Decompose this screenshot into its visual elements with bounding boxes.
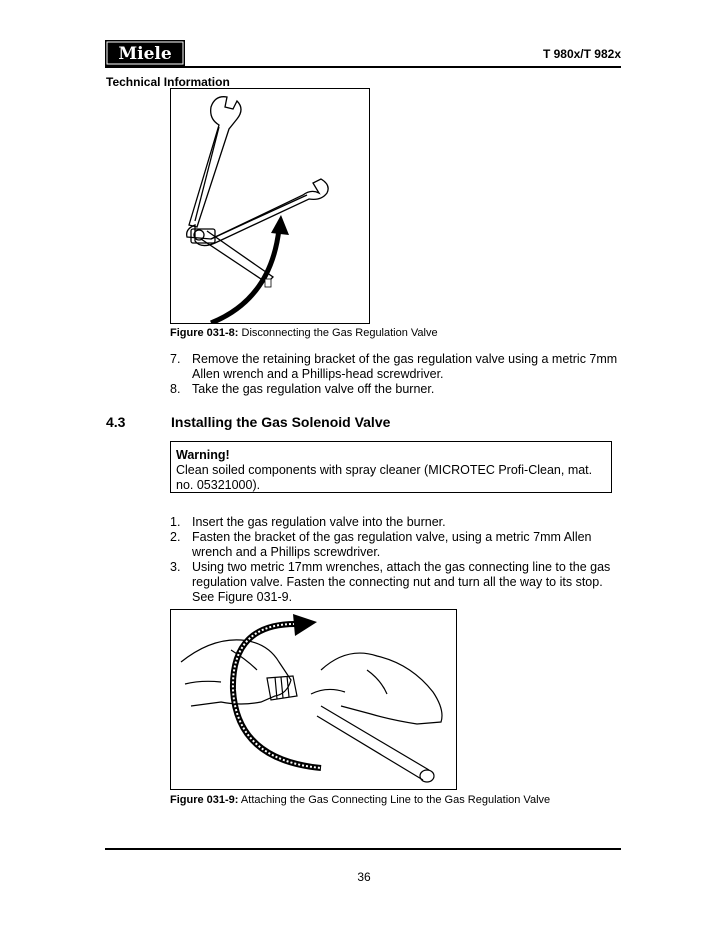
warning-text: Clean soiled components with spray cleaner (MICROTEC Profi-Clean, mat. no. 05321000). — [176, 463, 593, 492]
wrench-drawing — [171, 89, 369, 323]
section-number: 4.3 — [106, 414, 126, 430]
section-label: Technical Information — [106, 75, 230, 89]
list-item: 2. Fasten the bracket of the gas regulation valve, using a metric 7mm Allen wrench and a Phillips screwdriver. — [170, 530, 592, 559]
hands-drawing — [171, 610, 456, 789]
model-number: T 980x/T 982x — [542, 47, 621, 61]
figure-hands-illustration — [170, 609, 457, 790]
header-rule — [105, 66, 621, 68]
figure-2-label: Figure 031-9: — [170, 794, 239, 806]
list-item: 7. Remove the retaining bracket of the gas regulation valve using a metric 7mm Allen wrench and a Phillips-head screwdriver. — [170, 352, 618, 381]
miele-logo — [105, 40, 185, 66]
svg-text:Miele: Miele — [118, 44, 172, 64]
section-title: Installing the Gas Solenoid Valve — [171, 414, 391, 430]
figure-1-text: Disconnecting the Gas Regulation Valve — [241, 327, 438, 339]
figure-2-text: Attaching the Gas Connecting Line to the Gas Regulation Valve — [240, 794, 551, 806]
warning-box — [170, 441, 612, 493]
steps-list-b — [170, 515, 618, 605]
warning-title: Warning! — [176, 448, 230, 462]
figure-wrenches-illustration — [170, 88, 370, 324]
list-item: 8. Take the gas regulation valve off the burner. — [170, 382, 435, 396]
list-item: 1. Insert the gas regulation valve into the burner. — [170, 515, 446, 529]
figure-1-caption — [170, 327, 438, 339]
steps-list-a — [170, 352, 618, 397]
footer-rule — [105, 848, 621, 850]
figure-1-label: Figure 031-8: — [170, 327, 239, 339]
page-number: 36 — [357, 870, 371, 884]
list-item: 3. Using two metric 17mm wrenches, attach the gas connecting line to the gas regulation valve. Fasten the connecting nut and turn all the way to its stop. See Figure 031-9. — [170, 560, 611, 604]
figure-2-caption — [170, 794, 550, 806]
